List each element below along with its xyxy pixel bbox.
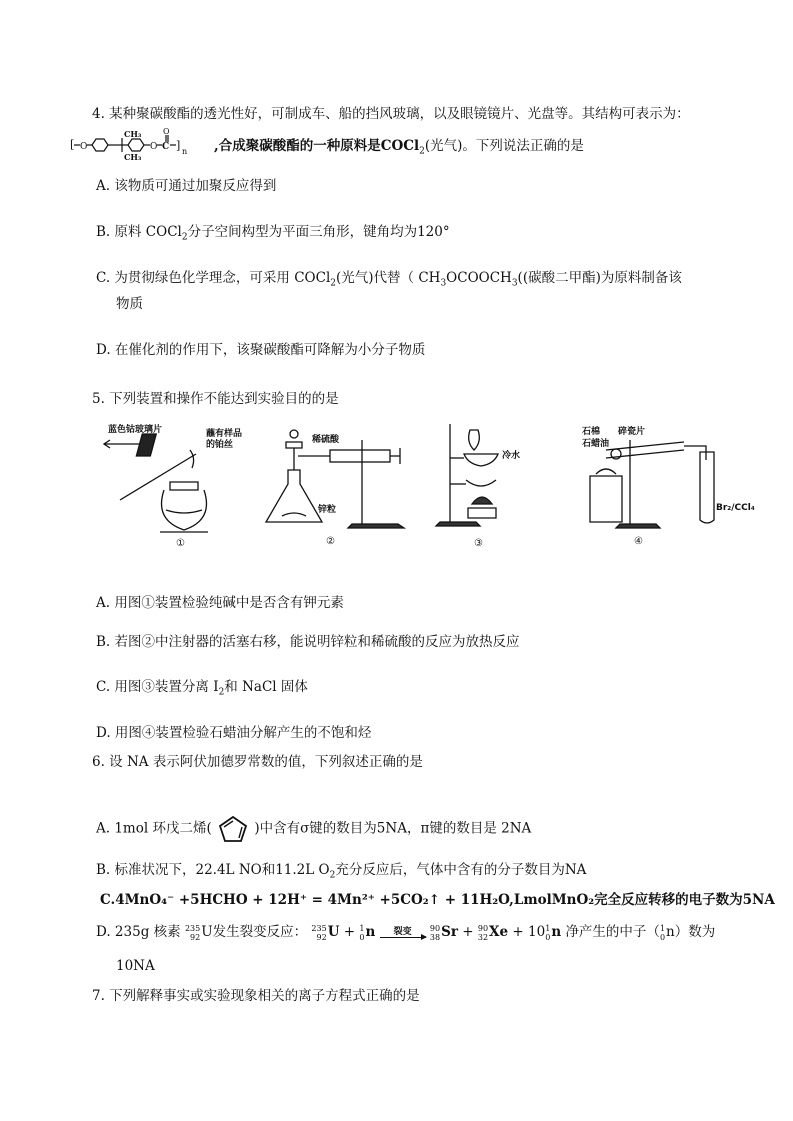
label-zinc: 锌粒 xyxy=(318,505,337,515)
q7-stem: 7. 下列解释事实或实验现象相关的离子方程式正确的是 xyxy=(92,988,420,1004)
q4-stem-line2: ,合成聚碳酸酯的一种原料是COCl$_2$(光气)。下列说法正确的是 xyxy=(214,138,584,157)
q4-option-a: A. 该物质可通过加聚反应得到 xyxy=(96,178,277,194)
q5-option-c: C. 用图③装置分离 $I_2$和 NaCl 固体 xyxy=(96,679,308,698)
figure-4-paraffin-cracking xyxy=(560,420,755,550)
cyclopentadiene-icon xyxy=(216,814,250,844)
label-dilute-sulfuric-acid: 稀硫酸 xyxy=(312,435,340,445)
label-cold-water: 冷水 xyxy=(502,451,521,461)
q6-option-c: C.4MnO₄⁻ +5HCHO + 12H⁺ = 4Mn²⁺ +5CO₂↑ + 11H₂O,LmolMnO₂完全反应转移的电子数为5NA xyxy=(100,892,775,908)
ch3-bottom-label: CH₃ xyxy=(124,152,142,162)
q6-option-d-continued: 10NA xyxy=(116,958,155,974)
label-platinum-wire: 蘸有样品的铂丝 xyxy=(206,429,243,450)
svg-text:]: ] xyxy=(176,139,181,152)
label-cobalt-glass: 蓝色钴玻璃片 xyxy=(108,425,163,435)
ch3-top-label: CH₃ xyxy=(124,129,142,139)
q5-option-b: B. 若图②中注射器的活塞右移，能说明锌粒和稀硫酸的反应为放热反应 xyxy=(96,634,520,650)
q4-option-c-continued: 物质 xyxy=(116,296,143,312)
figure-3-number: ③ xyxy=(474,538,483,549)
q4-option-b: B. 原料 COCl$_2$分子空间构型为平面三角形，键角均为120° xyxy=(96,224,450,243)
repeat-n-label: n xyxy=(182,147,188,156)
q4-stem-line1: 4. 某种聚碳酸酯的透光性好，可制成车、船的挡风玻璃，以及眼镜镜片、光盘等。其结构可表示为： xyxy=(92,106,690,122)
carbonyl-o-label: O xyxy=(163,127,170,136)
polycarbonate-structure-diagram xyxy=(70,128,210,162)
q5-option-d: D. 用图④装置检验石蜡油分解产生的不饱和烃 xyxy=(96,725,372,741)
label-bromine-ccl4: Br₂/CCl₄ xyxy=(716,503,755,513)
figure-2-number: ② xyxy=(326,536,335,547)
figure-1-number: ① xyxy=(176,538,185,549)
label-porcelain-chips: 碎瓷片 xyxy=(618,427,646,437)
label-asbestos: 石棉 xyxy=(582,427,601,437)
label-paraffin-oil: 石蜡油 xyxy=(582,439,610,449)
svg-text:O: O xyxy=(80,142,88,152)
figure-2-syringe-flask xyxy=(268,420,418,550)
figure-1-flame-test xyxy=(100,420,260,550)
q5-option-a: A. 用图①装置检验纯碱中是否含有钾元素 xyxy=(96,595,344,611)
q6-option-d: D. 235g 核素 235 92U发生裂变反应： 235 92U + 1 0n 裂变 90 38Sr + 90 32Xe + 101 0n 净产生的中子（1 0n）数为 xyxy=(96,923,716,942)
figure-3-sublimation xyxy=(430,420,550,550)
q4-option-d: D. 在催化剂的作用下，该聚碳酸酯可降解为小分子物质 xyxy=(96,342,426,358)
svg-text:C: C xyxy=(162,142,170,152)
q6-option-a: A. 1mol 环戊二烯( )中含有σ键的数目为5NA，π键的数目是 2NA xyxy=(96,814,531,844)
q6-option-b: B. 标准状况下，22.4L NO和11.2L $O_2$充分反应后，气体中含有的分子数目为NA xyxy=(96,862,587,881)
svg-text:[: [ xyxy=(70,138,75,151)
q4-option-c: C. 为贯彻绿色化学理念，可采用 COCl$_2$(光气)代替（ $CH_3OCOOCH_3$((碳酸二甲酯)为原料制备该 xyxy=(96,270,682,289)
q6-stem: 6. 设 NA 表示阿伏加德罗常数的值，下列叙述正确的是 xyxy=(92,754,423,770)
svg-text:O: O xyxy=(150,142,158,152)
nuclide-u-notation: 235 92 xyxy=(184,923,201,942)
figure-4-number: ④ xyxy=(634,536,643,547)
q5-stem: 5. 下列装置和操作不能达到实验目的的是 xyxy=(92,391,339,407)
fission-arrow: 裂变 xyxy=(380,927,426,938)
